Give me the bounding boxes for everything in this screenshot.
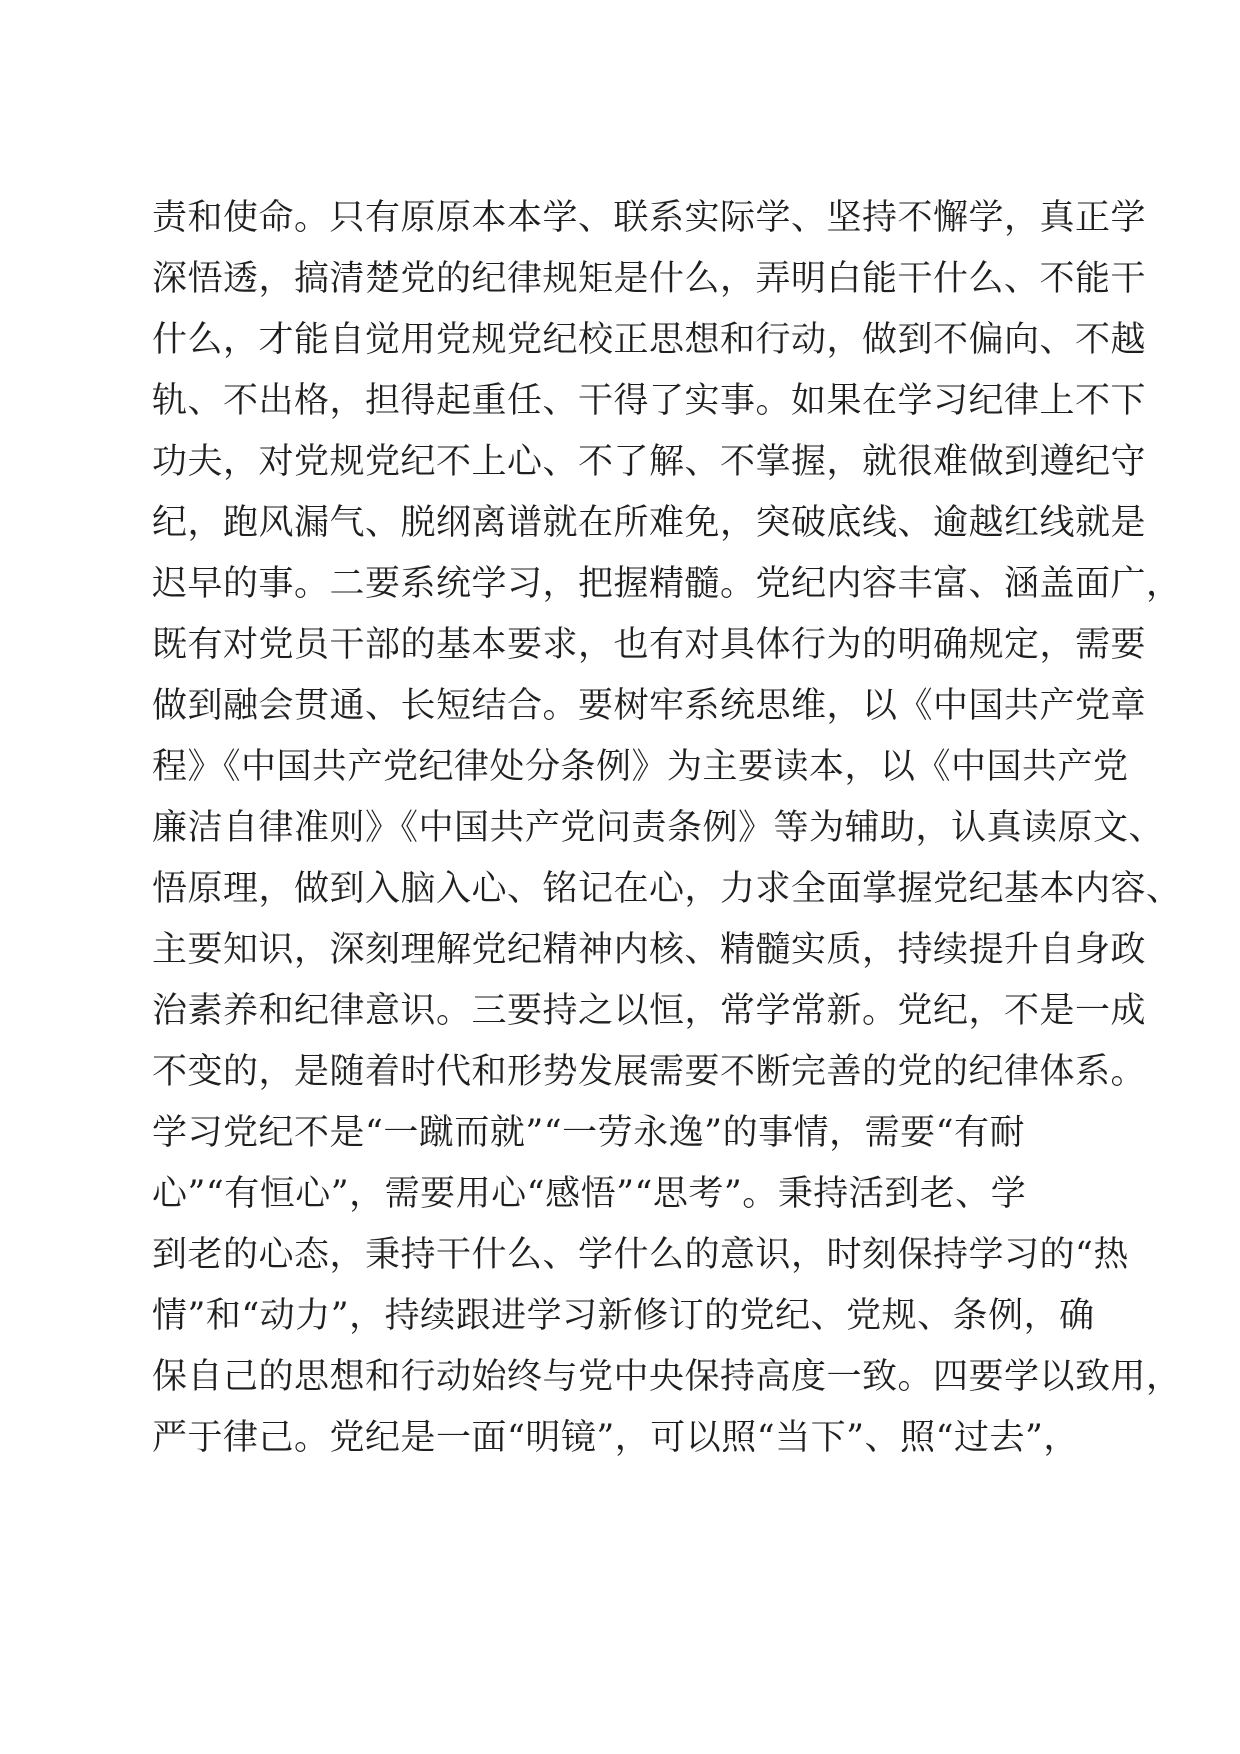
text-line: 程》《中国共产党纪律处分条例》为主要读本，以《中国共产党: [152, 747, 1129, 787]
text-line: 学习党纪不是“一蹴而就”“一劳永逸”的事情，需要“有耐: [152, 1113, 1025, 1153]
text-line: 主要知识，深刻理解党纪精神内核、精髓实质，持续提升自身政: [152, 930, 1147, 970]
text-line: 心”“有恒心”，需要用心“感悟”“思考”。秉持活到老、学: [152, 1174, 1027, 1214]
text-line: 不变的，是随着时代和形势发展需要不断完善的党的纪律体系。: [152, 1052, 1147, 1092]
text-line: 做到融会贯通、长短结合。要树牢系统思维，以《中国共产党章: [152, 686, 1147, 726]
text-line: 严于律己。党纪是一面“明镜”，可以照“当下”、照“过去”，: [152, 1418, 1079, 1458]
text-line: 轨、不出格，担得起重任、干得了实事。如果在学习纪律上不下: [152, 381, 1147, 421]
body-text: [152, 188, 1182, 1469]
text-line: 治素养和纪律意识。三要持之以恒，常学常新。党纪，不是一成: [152, 991, 1147, 1031]
text-line: 廉洁自律准则》《中国共产党问责条例》等为辅助，认真读原文、: [152, 808, 1165, 848]
text-line: 情”和“动力”，持续跟进学习新修订的党纪、党规、条例，确: [152, 1296, 1095, 1336]
text-line: 悟原理，做到入脑入心、铭记在心，力求全面掌握党纪基本内容、: [152, 869, 1182, 909]
text-line: 纪，跑风漏气、脱纲离谱就在所难免，突破底线、逾越红线就是: [152, 503, 1147, 543]
text-line: 保自己的思想和行动始终与党中央保持高度一致。四要学以致用，: [152, 1357, 1182, 1397]
text-line: 深悟透，搞清楚党的纪律规矩是什么，弄明白能干什么、不能干: [152, 259, 1147, 299]
text-line: 责和使命。只有原原本本学、联系实际学、坚持不懈学，真正学: [152, 198, 1147, 238]
text-line: 功夫，对党规党纪不上心、不了解、不掌握，就很难做到遵纪守: [152, 442, 1147, 482]
text-line: 既有对党员干部的基本要求，也有对具体行为的明确规定，需要: [152, 625, 1147, 665]
text-line: 迟早的事。二要系统学习，把握精髓。党纪内容丰富、涵盖面广，: [152, 564, 1182, 604]
text-line: 什么，才能自觉用党规党纪校正思想和行动，做到不偏向、不越: [152, 320, 1147, 360]
text-line: 到老的心态，秉持干什么、学什么的意识，时刻保持学习的“热: [152, 1235, 1129, 1275]
